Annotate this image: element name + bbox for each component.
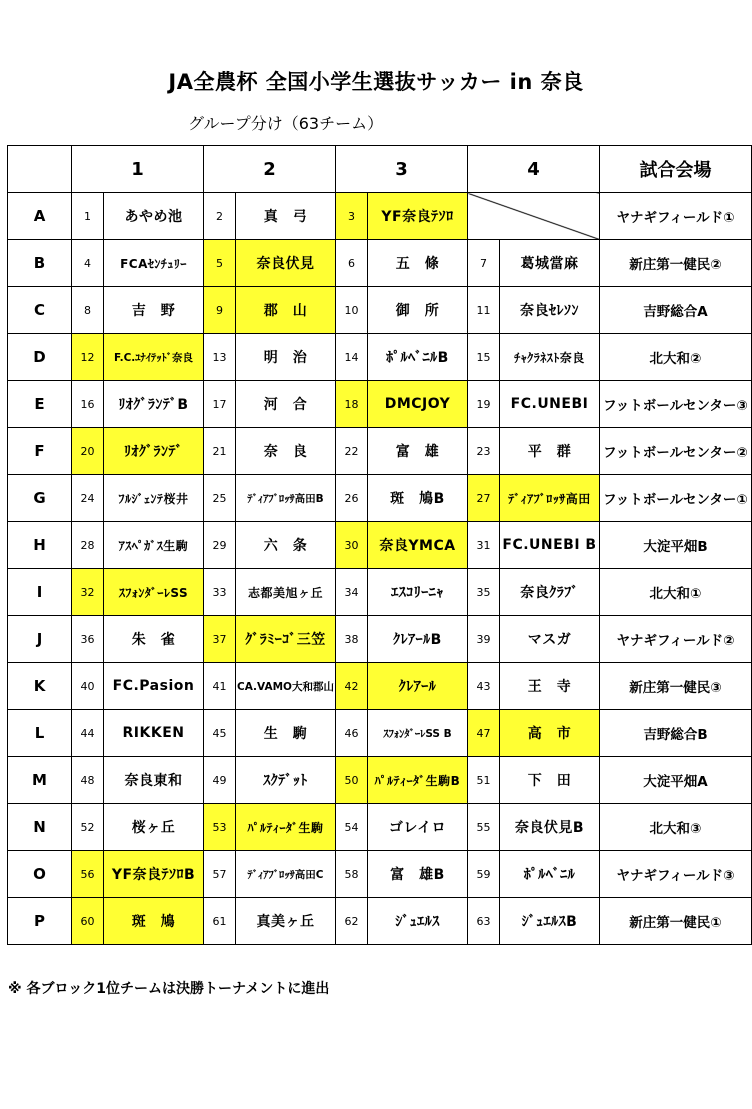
team-name: CA.VAMO大和郡山 <box>236 663 336 710</box>
team-number: 24 <box>72 475 104 522</box>
team-name: 葛城當麻 <box>500 240 600 287</box>
team-number: 58 <box>336 851 368 898</box>
team-name: ｽﾌｫﾝﾀﾞｰﾚSS B <box>368 710 468 757</box>
column-header: 2 <box>204 146 336 193</box>
team-number: 14 <box>336 334 368 381</box>
venue-name: 新庄第一健民① <box>600 898 752 945</box>
team-number: 44 <box>72 710 104 757</box>
venue-name: ヤナギフィールド① <box>600 193 752 240</box>
team-number: 22 <box>336 428 368 475</box>
venue-name: フットボールセンター② <box>600 428 752 475</box>
team-number: 47 <box>468 710 500 757</box>
team-name: FC.UNEBI <box>500 381 600 428</box>
team-name: YF奈良ﾃｿﾛB <box>104 851 204 898</box>
team-number: 12 <box>72 334 104 381</box>
team-number: 48 <box>72 757 104 804</box>
table-row <box>8 287 752 334</box>
table-row <box>8 334 752 381</box>
table-row <box>8 851 752 898</box>
team-name: 五 條 <box>368 240 468 287</box>
team-name: ｴｽｺﾘｰﾆｬ <box>368 569 468 616</box>
venue-name: 新庄第一健民③ <box>600 663 752 710</box>
table-row <box>8 381 752 428</box>
group-label: D <box>8 334 72 381</box>
team-name: FCAｾﾝﾁｭﾘｰ <box>104 240 204 287</box>
column-header: 4 <box>468 146 600 193</box>
team-number: 23 <box>468 428 500 475</box>
page-title: JA全農杯 全国小学生選抜サッカー in 奈良 <box>168 70 584 94</box>
team-number: 37 <box>204 616 236 663</box>
venue-name: 大淀平畑B <box>600 522 752 569</box>
venue-name: 吉野総合A <box>600 287 752 334</box>
table-body <box>8 193 752 945</box>
team-number: 40 <box>72 663 104 710</box>
footnote: ※ 各ブロック1位チームは決勝トーナメントに進出 <box>8 981 330 997</box>
venue-name: ヤナギフィールド③ <box>600 851 752 898</box>
team-number: 25 <box>204 475 236 522</box>
team-name: 吉 野 <box>104 287 204 334</box>
column-header-venue: 試合会場 <box>600 146 752 193</box>
team-name: ｽｸﾃﾞｯﾄ <box>236 757 336 804</box>
team-name: マスガ <box>500 616 600 663</box>
team-name: ｱｽﾍﾟｶﾞｽ生駒 <box>104 522 204 569</box>
team-name: 奈 良 <box>236 428 336 475</box>
team-name: 真美ヶ丘 <box>236 898 336 945</box>
venue-name: 北大和① <box>600 569 752 616</box>
team-name: 奈良伏見 <box>236 240 336 287</box>
group-label: J <box>8 616 72 663</box>
team-name: ﾎﾟﾙﾍﾞﾆﾙB <box>368 334 468 381</box>
team-number: 3 <box>336 193 368 240</box>
team-number: 30 <box>336 522 368 569</box>
team-name: ｼﾞｭｴﾙｽ <box>368 898 468 945</box>
team-name: ﾎﾟﾙﾍﾞﾆﾙ <box>500 851 600 898</box>
team-number: 19 <box>468 381 500 428</box>
team-number: 57 <box>204 851 236 898</box>
team-number: 7 <box>468 240 500 287</box>
team-number: 1 <box>72 193 104 240</box>
table-row <box>8 428 752 475</box>
group-label: F <box>8 428 72 475</box>
team-number: 29 <box>204 522 236 569</box>
venue-name: ヤナギフィールド② <box>600 616 752 663</box>
team-name: ﾃﾞｨｱﾌﾞﾛｯｻ高田 <box>500 475 600 522</box>
team-number: 15 <box>468 334 500 381</box>
team-name: 斑 鳩 <box>104 898 204 945</box>
team-number: 27 <box>468 475 500 522</box>
team-name: あやめ池 <box>104 193 204 240</box>
venue-name: 吉野総合B <box>600 710 752 757</box>
team-name: F.C.ﾕﾅｲﾃｯﾄﾞ奈良 <box>104 334 204 381</box>
team-number: 53 <box>204 804 236 851</box>
team-name: 平 群 <box>500 428 600 475</box>
group-label: M <box>8 757 72 804</box>
team-name: 奈良YMCA <box>368 522 468 569</box>
team-name: 六 条 <box>236 522 336 569</box>
venue-name: フットボールセンター① <box>600 475 752 522</box>
team-number: 42 <box>336 663 368 710</box>
team-number: 6 <box>336 240 368 287</box>
group-label: N <box>8 804 72 851</box>
team-number: 60 <box>72 898 104 945</box>
group-label: I <box>8 569 72 616</box>
column-header: 3 <box>336 146 468 193</box>
team-name: 御 所 <box>368 287 468 334</box>
team-name: 奈良東和 <box>104 757 204 804</box>
team-name: 富 雄B <box>368 851 468 898</box>
table-row <box>8 757 752 804</box>
page-subtitle: グループ分け（63チーム） <box>188 114 384 133</box>
team-name: ﾃﾞｨｱﾌﾞﾛｯｻ高田B <box>236 475 336 522</box>
team-number: 61 <box>204 898 236 945</box>
team-number: 10 <box>336 287 368 334</box>
venue-name: 大淀平畑A <box>600 757 752 804</box>
group-label: H <box>8 522 72 569</box>
venue-name: 北大和② <box>600 334 752 381</box>
team-number: 9 <box>204 287 236 334</box>
group-table <box>7 145 752 945</box>
team-number: 41 <box>204 663 236 710</box>
group-label: K <box>8 663 72 710</box>
team-number: 50 <box>336 757 368 804</box>
team-number: 17 <box>204 381 236 428</box>
table-row <box>8 710 752 757</box>
team-number: 59 <box>468 851 500 898</box>
group-label: G <box>8 475 72 522</box>
team-name: 高 市 <box>500 710 600 757</box>
table-row <box>8 663 752 710</box>
team-name: 奈良ｸﾗﾌﾞ <box>500 569 600 616</box>
team-name: FC.Pasion <box>104 663 204 710</box>
group-label: P <box>8 898 72 945</box>
team-name: ｽﾌｫﾝﾀﾞｰﾚSS <box>104 569 204 616</box>
team-name: 奈良ｾﾚｿﾝ <box>500 287 600 334</box>
team-name: ﾘｵｸﾞﾗﾝﾃﾞB <box>104 381 204 428</box>
group-label: L <box>8 710 72 757</box>
team-name: YF奈良ﾃｿﾛ <box>368 193 468 240</box>
team-name: 富 雄 <box>368 428 468 475</box>
team-number: 33 <box>204 569 236 616</box>
team-name: ﾃﾞｨｱﾌﾞﾛｯｻ高田C <box>236 851 336 898</box>
team-name: DMCJOY <box>368 381 468 428</box>
team-number: 32 <box>72 569 104 616</box>
team-name: 生 駒 <box>236 710 336 757</box>
team-name: 真 弓 <box>236 193 336 240</box>
team-number: 39 <box>468 616 500 663</box>
team-number: 55 <box>468 804 500 851</box>
group-label: E <box>8 381 72 428</box>
team-number: 2 <box>204 193 236 240</box>
corner-cell <box>8 146 72 193</box>
team-name: ゴレイロ <box>368 804 468 851</box>
table-row <box>8 240 752 287</box>
table-row <box>8 569 752 616</box>
team-number: 26 <box>336 475 368 522</box>
team-number: 8 <box>72 287 104 334</box>
empty-slot-cell <box>468 193 600 240</box>
team-name: RIKKEN <box>104 710 204 757</box>
venue-name: 新庄第一健民② <box>600 240 752 287</box>
team-number: 49 <box>204 757 236 804</box>
table-row <box>8 898 752 945</box>
team-number: 13 <box>204 334 236 381</box>
team-name: ﾊﾟﾙﾃｨｰﾀﾞ生駒B <box>368 757 468 804</box>
team-name: ﾊﾟﾙﾃｨｰﾀﾞ生駒 <box>236 804 336 851</box>
team-name: ﾁｬｸﾗﾈｽﾄ奈良 <box>500 334 600 381</box>
team-name: ｸﾚｱｰﾙ <box>368 663 468 710</box>
team-name: ﾘｵｸﾞﾗﾝﾃﾞ <box>104 428 204 475</box>
team-number: 56 <box>72 851 104 898</box>
table-row <box>8 193 752 240</box>
team-number: 54 <box>336 804 368 851</box>
team-name: 王 寺 <box>500 663 600 710</box>
team-number: 4 <box>72 240 104 287</box>
team-name: 明 治 <box>236 334 336 381</box>
team-name: 奈良伏見B <box>500 804 600 851</box>
team-name: 郡 山 <box>236 287 336 334</box>
team-number: 11 <box>468 287 500 334</box>
team-number: 16 <box>72 381 104 428</box>
team-name: ﾌﾙｼﾞｪﾝﾃ桜井 <box>104 475 204 522</box>
team-number: 43 <box>468 663 500 710</box>
team-name: 朱 雀 <box>104 616 204 663</box>
team-number: 34 <box>336 569 368 616</box>
team-number: 46 <box>336 710 368 757</box>
table-row <box>8 804 752 851</box>
team-number: 45 <box>204 710 236 757</box>
group-label: A <box>8 193 72 240</box>
table-row <box>8 475 752 522</box>
group-label: O <box>8 851 72 898</box>
team-number: 38 <box>336 616 368 663</box>
team-name: 河 合 <box>236 381 336 428</box>
team-number: 18 <box>336 381 368 428</box>
team-number: 28 <box>72 522 104 569</box>
team-name: 桜ヶ丘 <box>104 804 204 851</box>
venue-name: 北大和③ <box>600 804 752 851</box>
team-number: 52 <box>72 804 104 851</box>
team-number: 62 <box>336 898 368 945</box>
team-name: ｼﾞｭｴﾙｽB <box>500 898 600 945</box>
group-label: B <box>8 240 72 287</box>
team-number: 63 <box>468 898 500 945</box>
column-header: 1 <box>72 146 204 193</box>
venue-name: フットボールセンター③ <box>600 381 752 428</box>
team-number: 51 <box>468 757 500 804</box>
table-row <box>8 616 752 663</box>
team-number: 20 <box>72 428 104 475</box>
team-number: 5 <box>204 240 236 287</box>
team-name: 斑 鳩B <box>368 475 468 522</box>
team-name: 下 田 <box>500 757 600 804</box>
table-row <box>8 522 752 569</box>
team-name: ｸﾚｱｰﾙB <box>368 616 468 663</box>
team-number: 35 <box>468 569 500 616</box>
team-name: 志都美旭ヶ丘 <box>236 569 336 616</box>
team-number: 31 <box>468 522 500 569</box>
header-row <box>8 146 752 193</box>
team-number: 21 <box>204 428 236 475</box>
team-number: 36 <box>72 616 104 663</box>
team-name: ｸﾞﾗﾐｰｺﾞ三笠 <box>236 616 336 663</box>
group-label: C <box>8 287 72 334</box>
team-name: FC.UNEBI B <box>500 522 600 569</box>
